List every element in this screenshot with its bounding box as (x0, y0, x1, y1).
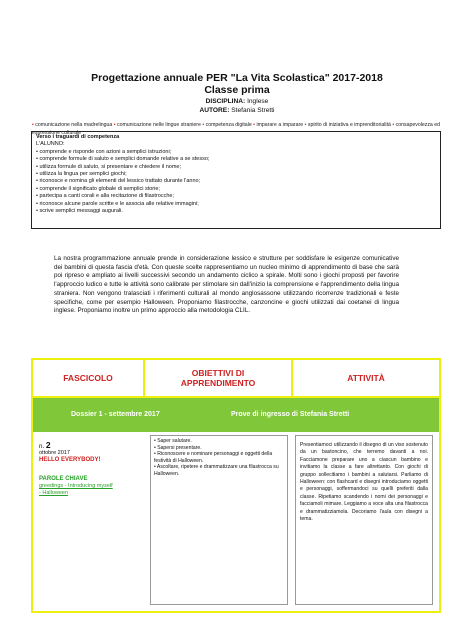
goal-item: • scrive semplici messaggi augurali. (36, 208, 123, 215)
discipline-value: Inglese (247, 98, 269, 105)
competence-goals-box (31, 131, 441, 229)
discipline-label: DISCIPLINA: (205, 98, 246, 105)
issue-number: n. 2 (39, 440, 51, 450)
discipline-line (0, 97, 474, 106)
header-attivita: ATTIVITÀ (347, 373, 385, 383)
document-title: Progettazione annuale PER "La Vita Scolastica" 2017-2018 (91, 72, 383, 84)
intro-paragraph: La nostra programmazione annuale prende in considerazione lessico e strutture per soddisfare le esigenze comunicative dei bambini di questa fascia d'età. Con queste scelte rappresentiamo un nucleo minimo di apprendimento di base che sarà poi ripreso e ampliato ai livelli successivi secondo un andamento ciclico a spirale. Molti sono i giochi proposti per favorire l'approccio ludico e tutte le attività sono calibrate per stimolare sin dall'inizio la comprensione e l'apprendimento della lingua straniera. Non vengono tralasciati i riferimenti culturali al mondo anglosassone utilizzando ricorrenze tradizionali e feste specifiche, come per esempio Halloween. Proponiamo filastrocche, canzoncine e giochi utilizzati dai coetanei di lingua inglese. Proponiamo inoltre un primo approccio alla metodologia CLIL. (54, 255, 399, 315)
author-value: Stefania Stretti (231, 107, 275, 114)
episode-title: HELLO EVERYBODY! (39, 457, 101, 463)
competence-item: consapevolezza ed espressione culturale (32, 122, 441, 136)
header-fascicolo: FASCICOLO (63, 373, 113, 383)
competence-item: imparare a imparare (256, 122, 304, 128)
competence-item: comunicazione nella madrelingua (35, 122, 113, 128)
competence-item: comunicazione nelle lingue straniere (116, 122, 201, 128)
competence-item: competenza digitale (205, 122, 252, 128)
dossier-label: Dossier 1 - settembre 2017 (71, 411, 160, 418)
key-competences: • comunicazione nella madrelingua • comunicazione nelle lingue straniere • competenza digitale • imparare a imparare • spirito di iniziativa e imprenditorialità • consapevolezza ed espressione culturale (32, 122, 441, 136)
author-label: AUTORE: (199, 107, 230, 114)
goal-item: • utilizza la lingua per semplici giochi; (36, 171, 127, 178)
document-subtitle: Classe prima (204, 84, 270, 96)
goal-item: • riconosce e nomina gli elementi del lessico trattato durante l'anno; (36, 178, 201, 185)
competence-item: spirito di iniziativa e imprenditorialità (307, 122, 391, 128)
objective-item: • Riconoscere e nominare personaggi e oggetti della festività di Halloween. (154, 451, 273, 464)
activities-cell: Presentiamoci utilizzando il disegno di un viso sostenuto da un bastoncino, che terremo davanti a noi. Facciamone preparare uno a ciascun bambino e invitiamo la classe a fare altrettanto. Con giochi di gruppo sollecitiamo i bambini a salutarsi. Parliamo di Halloween: con flashcard e disegni introduciamo oggetti e personaggi, soffermandoci su quelli preferiti dalla classe. Ripetiamo scandendo i nomi dei personaggi e facciamoli mimare. Leggiamo a voce alta una filastrocca e drammatizziamola. Decoriamo l'aula con disegni a tema. (295, 435, 433, 605)
objectives-cell (150, 435, 288, 605)
issue-date: ottobre 2017 (39, 450, 70, 456)
goals-heading: Verso i traguardi di competenza (36, 134, 120, 140)
fascicolo-cell (39, 442, 149, 497)
goal-item: • comprende il significato globale di semplici storie; (36, 185, 160, 192)
goal-item: • utilizza formule di saluto, si presentare e chiedere il nome; (36, 163, 182, 170)
objective-item: • Ascoltare, ripetere e drammatizzare una filastrocca su Halloween. (154, 464, 279, 477)
keywords-link[interactable]: - Halloween (39, 490, 69, 496)
header-obiettivi: OBIETTIVI DI APPRENDIMENTO (180, 368, 256, 388)
dossier-banner (33, 398, 439, 432)
goal-item: • partecipa a canti corali e alla recitazione di filastrocche; (36, 193, 174, 200)
goal-item: • comprende formule di saluto e semplici domande relative a se stesso; (36, 156, 210, 163)
goals-lead: L'ALUNNO: (36, 141, 65, 148)
goal-item: • comprende e risponde con azioni a semplici istruzioni; (36, 148, 172, 155)
goal-item: • riconosce alcune parole scritte e le associa alle relative immagini; (36, 200, 199, 207)
objective-item: • Sapersi presentare. (154, 444, 202, 451)
program-table (31, 358, 441, 613)
dossier-title: Prove di ingresso di Stefania Stretti (231, 411, 350, 418)
keywords-label: PAROLE CHIAVE (39, 476, 88, 482)
keywords-link[interactable]: greedings - Introducing myself (39, 483, 113, 489)
objective-item: • Saper salutare. (154, 438, 192, 444)
author-line (0, 106, 474, 115)
